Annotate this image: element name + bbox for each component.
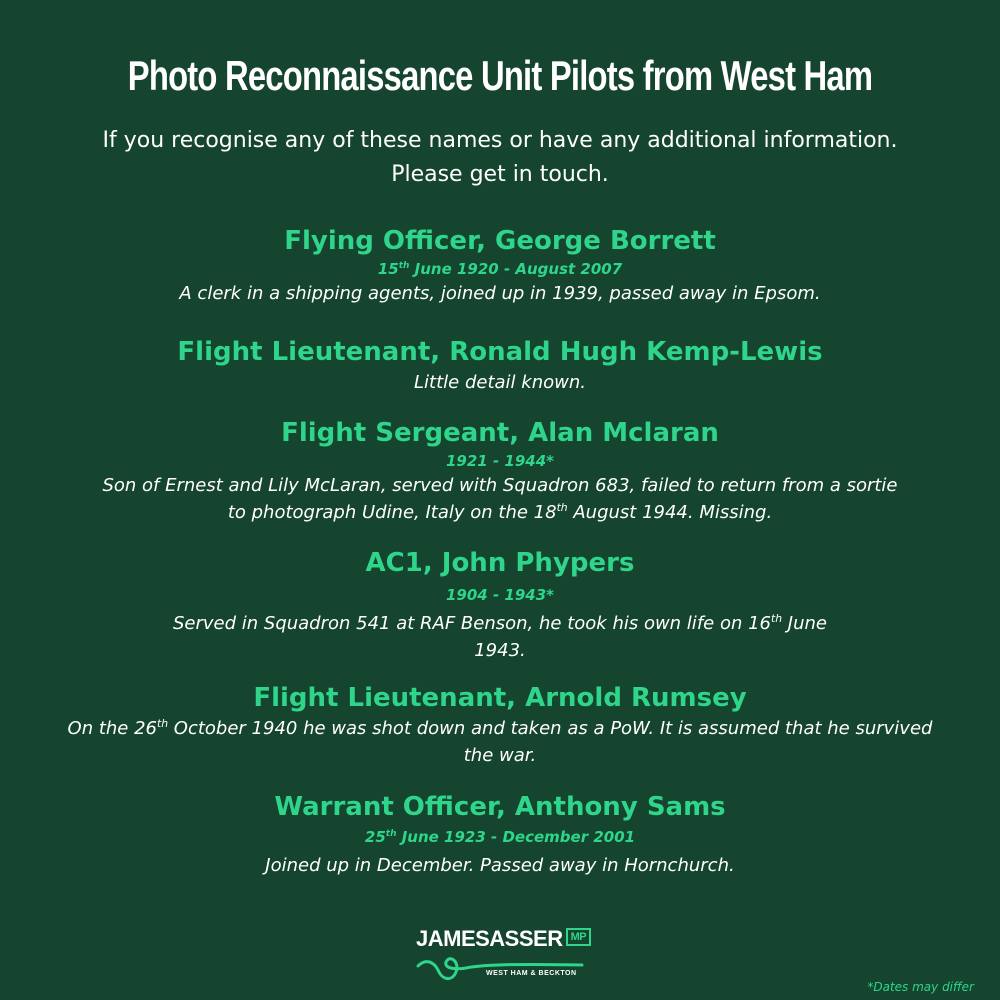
pilot-entry-kemp-lewis [20,335,980,396]
page-title: Photo Reconnaissance Unit Pilots from West Ham [127,52,873,99]
intro-line-2: Please get in touch. [391,162,609,187]
pilot-entry-phypers [20,546,980,664]
dates-footnote: *Dates may differ [867,980,974,994]
pilot-dates: 15th June 1920 - August 2007 [377,260,623,278]
pilot-name: Flight Lieutenant, Ronald Hugh Kemp-Lewis [177,337,823,367]
intro-line-1: If you recognise any of these names or have any additional information. [102,128,898,153]
pilot-entry-borrett [20,224,980,307]
pilot-description: Served in Squadron 541 at RAF Benson, he took his own life on 16th June 1943. [172,612,827,661]
pilot-name: Warrant Officer, Anthony Sams [274,792,726,822]
pilot-description: A clerk in a shipping agents, joined up in 1939, passed away in Epsom. [179,283,821,304]
pilot-dates: 1921 - 1944* [445,452,554,470]
pilot-entry-rumsey [20,681,980,769]
james-asser-mp-logo [416,926,588,986]
pilot-name: Flight Sergeant, Alan Mclaran [281,418,719,448]
pilot-entry-mclaran [20,416,980,526]
intro-text [40,124,960,192]
logo-constituency: WEST HAM & BECKTON [486,970,577,977]
river-swoosh-icon [416,948,588,986]
pilot-name: AC1, John Phypers [365,548,635,578]
pilot-description: Son of Ernest and Lily McLaran, served with Squadron 683, failed to return from a sortie to photograph Udine, Italy on the 18th August 1944. Missing. [102,475,898,523]
pilot-entry-sams [20,790,980,879]
pilot-description: Joined up in December. Passed away in Hornchurch. [265,855,735,876]
pilot-description: Little detail known. [414,372,586,393]
pilot-dates: 1904 - 1943* [445,586,554,604]
pilot-dates: 25th June 1923 - December 2001 [364,828,636,846]
logo-wordmark: JAMESASSER MP [416,926,591,952]
pilot-description: On the 26th October 1940 he was shot down and taken as a PoW. It is assumed that he survived the war. [67,717,933,766]
pilot-name: Flight Lieutenant, Arnold Rumsey [253,683,747,713]
pilot-name: Flying Officer, George Borrett [284,226,716,256]
